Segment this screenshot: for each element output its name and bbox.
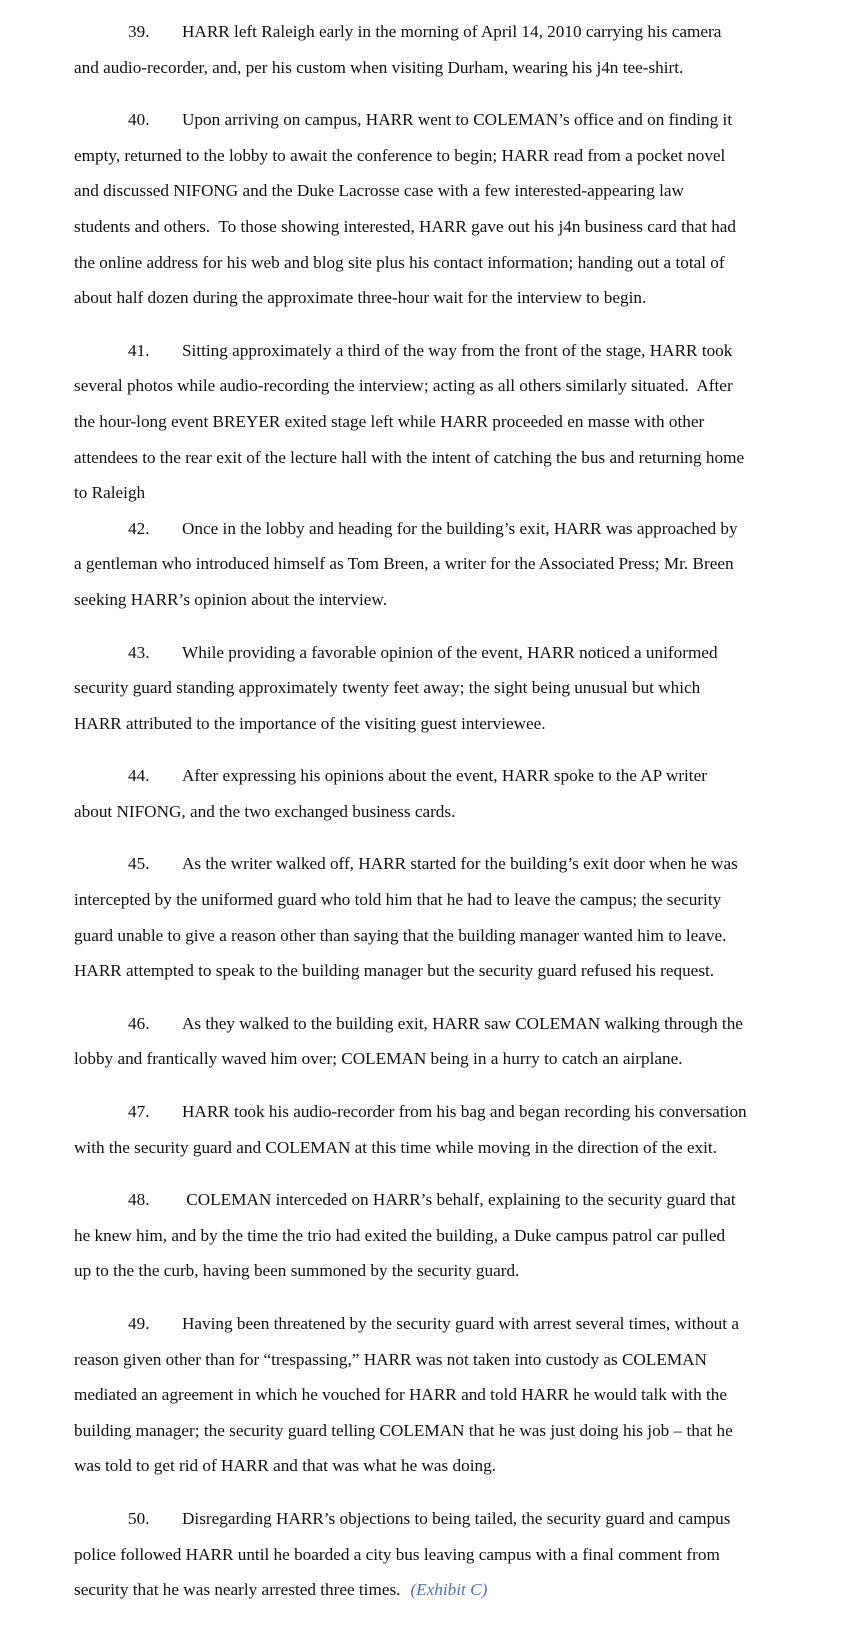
paragraph-line: intercepted by the uniformed guard who told him that he had to leave the campus; the security xyxy=(74,890,722,910)
paragraph-46 xyxy=(74,1006,774,1077)
paragraph-first-line xyxy=(74,333,774,369)
paragraph-45 xyxy=(74,846,774,988)
paragraph-line: empty, returned to the lobby to await the conference to begin; HARR read from a pocket novel xyxy=(74,145,726,165)
paragraph-number: 44. xyxy=(128,766,150,786)
paragraph-line: the online address for his web and blog site plus his contact information; handing out a total of xyxy=(74,252,725,272)
paragraph-text: Disregarding HARR’s objections to being tailed, the security guard and campus xyxy=(182,1508,731,1528)
paragraph-47 xyxy=(74,1094,774,1165)
paragraph-line: the hour-long event BREYER exited stage left while HARR proceeded en masse with other xyxy=(74,411,705,431)
paragraph-line: HARR attributed to the importance of the visiting guest interviewee. xyxy=(74,713,546,733)
paragraph-line: about half dozen during the approximate three-hour wait for the interview to begin. xyxy=(74,288,647,308)
paragraph-first-line xyxy=(74,1182,774,1218)
paragraph-first-line xyxy=(74,14,774,50)
paragraph-line: mediated an agreement in which he vouched for HARR and told HARR he would talk with the xyxy=(74,1385,727,1405)
paragraph-line: seeking HARR’s opinion about the interview. xyxy=(74,589,387,609)
paragraph-first-line xyxy=(74,635,774,671)
paragraph-first-line xyxy=(74,758,774,794)
paragraph-line: several photos while audio-recording the interview; acting as all others similarly situated. After xyxy=(74,376,733,396)
paragraph-line: students and others. To those showing interested, HARR gave out his j4n business card that had xyxy=(74,216,737,236)
paragraph-first-line xyxy=(74,511,774,547)
paragraph-first-line xyxy=(74,102,774,138)
paragraph-text: As the writer walked off, HARR started for the building’s exit door when he was xyxy=(182,854,738,874)
paragraph-first-line xyxy=(74,1306,774,1342)
paragraph-line: and discussed NIFONG and the Duke Lacrosse case with a few interested-appearing law xyxy=(74,181,684,201)
document-page xyxy=(74,14,774,1625)
paragraph-number: 42. xyxy=(128,518,150,538)
paragraph-text: HARR left Raleigh early in the morning of April 14, 2010 carrying his camera xyxy=(182,22,722,41)
paragraph-text: Sitting approximately a third of the way from the front of the stage, HARR took xyxy=(182,340,733,360)
paragraph-first-line xyxy=(74,1501,774,1537)
paragraph-line: a gentleman who introduced himself as Tom Breen, a writer for the Associated Press; Mr. Breen xyxy=(74,554,734,574)
paragraph-48 xyxy=(74,1182,774,1289)
paragraph-first-line xyxy=(74,1006,774,1042)
paragraph-41 xyxy=(74,333,774,511)
paragraph-text: security that he was nearly arrested three times. xyxy=(74,1580,401,1600)
paragraph-number: 50. xyxy=(128,1508,150,1528)
paragraph-line: security guard standing approximately twenty feet away; the sight being unusual but which xyxy=(74,678,701,698)
paragraph-text: After expressing his opinions about the event, HARR spoke to the AP writer xyxy=(182,766,707,786)
paragraph-text: Having been threatened by the security guard with arrest several times, without a xyxy=(182,1314,739,1333)
paragraph-line: up to the the curb, having been summoned by the security guard. xyxy=(74,1261,520,1281)
paragraph-number: 39. xyxy=(128,22,150,41)
paragraph-line: to Raleigh xyxy=(74,483,146,503)
paragraph-49 xyxy=(74,1306,774,1484)
paragraph-line: reason given other than for “trespassing,” HARR was not taken into custody as COLEMAN xyxy=(74,1349,707,1369)
paragraph-last-line xyxy=(74,1572,774,1608)
paragraph-line: lobby and frantically waved him over; COLEMAN being in a hurry to catch an airplane. xyxy=(74,1049,683,1069)
paragraph-line: he knew him, and by the time the trio had exited the building, a Duke campus patrol car pulled xyxy=(74,1225,726,1245)
paragraph-number: 46. xyxy=(128,1013,150,1033)
paragraph-number: 41. xyxy=(128,340,150,360)
paragraph-42 xyxy=(74,511,774,618)
paragraph-line: was told to get rid of HARR and that was what he was doing. xyxy=(74,1456,496,1476)
paragraph-44 xyxy=(74,758,774,829)
paragraph-line: building manager; the security guard telling COLEMAN that he was just doing his job – that he xyxy=(74,1420,733,1440)
paragraph-number: 49. xyxy=(128,1314,150,1333)
paragraph-line: guard unable to give a reason other than saying that the building manager wanted him to leave. xyxy=(74,925,727,945)
paragraph-number: 40. xyxy=(128,110,150,130)
paragraph-number: 43. xyxy=(128,642,150,662)
paragraph-39 xyxy=(74,14,774,85)
paragraph-line: and audio-recorder, and, per his custom when visiting Durham, wearing his j4n tee-shirt. xyxy=(74,57,684,77)
paragraph-text: HARR took his audio-recorder from his bag and began recording his conversation xyxy=(182,1102,747,1122)
paragraph-number: 48. xyxy=(128,1190,150,1210)
paragraph-line: police followed HARR until he boarded a city bus leaving campus with a final comment from xyxy=(74,1544,720,1564)
paragraph-text: While providing a favorable opinion of the event, HARR noticed a uniformed xyxy=(182,642,718,662)
paragraph-line: with the security guard and COLEMAN at this time while moving in the direction of the exit. xyxy=(74,1137,717,1157)
paragraph-first-line xyxy=(74,846,774,882)
paragraph-text: COLEMAN interceded on HARR’s behalf, explaining to the security guard that xyxy=(182,1190,736,1210)
paragraph-text: Once in the lobby and heading for the building’s exit, HARR was approached by xyxy=(182,518,738,538)
paragraph-number: 47. xyxy=(128,1102,150,1122)
paragraph-line: attendees to the rear exit of the lecture hall with the intent of catching the bus and returning home xyxy=(74,447,745,467)
paragraph-number: 45. xyxy=(128,854,150,874)
paragraph-first-line xyxy=(74,1094,774,1130)
paragraph-line: HARR attempted to speak to the building manager but the security guard refused his request. xyxy=(74,961,715,981)
paragraph-line: about NIFONG, and the two exchanged business cards. xyxy=(74,801,456,821)
paragraph-43 xyxy=(74,635,774,742)
paragraph-text: As they walked to the building exit, HARR saw COLEMAN walking through the xyxy=(182,1013,743,1033)
paragraph-40 xyxy=(74,102,774,316)
paragraph-text: Upon arriving on campus, HARR went to COLEMAN’s office and on finding it xyxy=(182,110,733,130)
exhibit-c-link[interactable]: (Exhibit C) xyxy=(410,1580,488,1600)
paragraph-50 xyxy=(74,1501,774,1608)
